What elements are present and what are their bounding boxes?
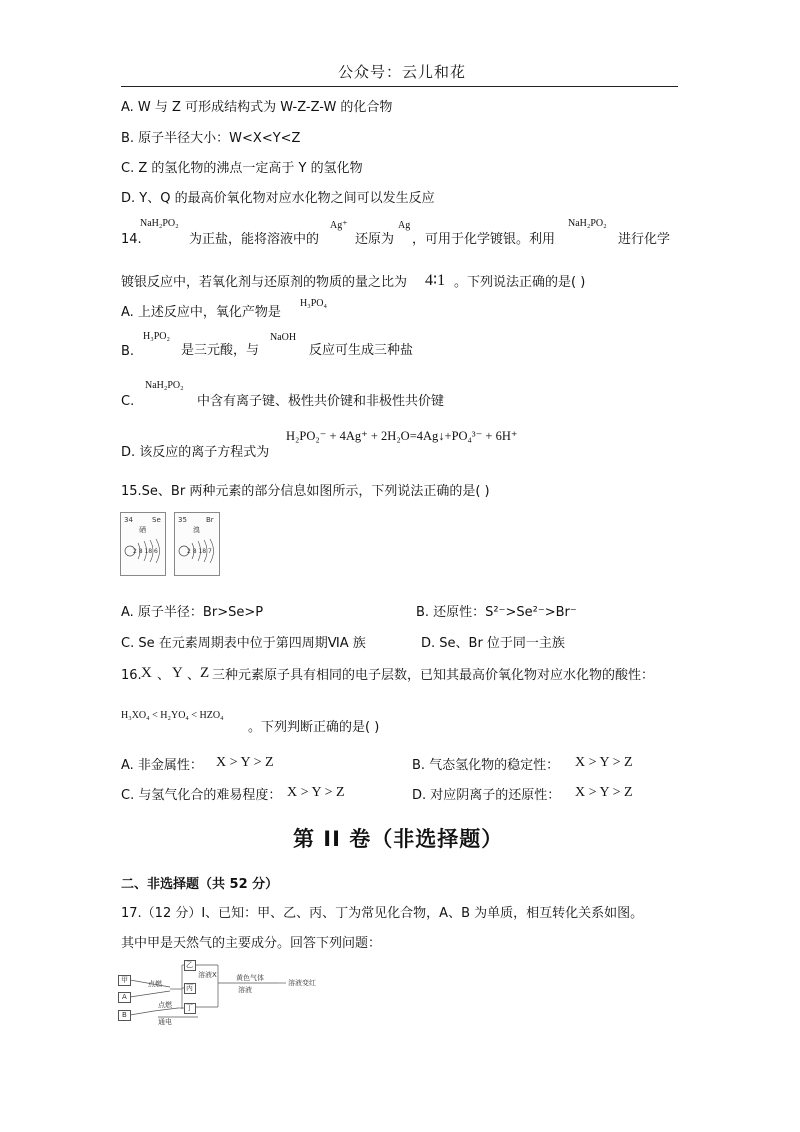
diagram-box-b	[118, 1010, 131, 1021]
diagram-cond-1: 点燃	[148, 980, 162, 988]
q14-option-c-formula: NaH₂PO₂	[145, 380, 184, 391]
q14-line2-a: 镀银反应中，若氧化剂与还原剂的物质的量之比为	[121, 275, 408, 290]
q16-option-b-relation: X > Y > Z	[575, 755, 633, 770]
section-subtitle: 二、非选择题（共 52 分）	[121, 877, 279, 892]
q14-option-a-formula: H₃PO₄	[300, 298, 327, 309]
diagram-box-bing	[184, 983, 196, 994]
q15-option-c: C. Se 在元素周期表中位于第四周期ⅥA 族	[121, 636, 366, 651]
br-atomic-number: 35	[178, 516, 187, 524]
q17-line2: 其中甲是天然气的主要成分。回答下列问题：	[121, 936, 382, 951]
br-element-card	[174, 512, 220, 576]
br-symbol: Br	[206, 516, 214, 524]
q14-ratio: 4∶1	[425, 272, 446, 289]
q14-number: 14.	[121, 232, 142, 247]
diagram-b-label: B	[122, 1011, 127, 1019]
se-name: 硒	[139, 526, 146, 534]
se-symbol: Se	[152, 516, 161, 524]
q16-option-c-relation: X > Y > Z	[287, 785, 345, 800]
se-electron-shells: 2 8 18 6	[133, 548, 158, 555]
q14-option-b-formula: H₃PO₂	[143, 331, 170, 342]
br-name: 溴	[193, 526, 200, 534]
diagram-jia-label: 甲	[121, 976, 128, 984]
q13-option-c: C. Z 的氢化物的沸点一定高于 Y 的氢化物	[121, 161, 363, 176]
diagram-box-jia	[118, 975, 131, 986]
q16-option-a: A. 非金属性：	[121, 758, 203, 773]
q17-conversion-diagram	[118, 955, 328, 1027]
q13-option-d: D. Y、Q 的最高价氧化物对应水化物之间可以发生反应	[121, 191, 435, 206]
diagram-bing-label: 丙	[186, 984, 193, 992]
diagram-box-yi	[184, 960, 196, 971]
diagram-result: 溶液变红	[288, 979, 316, 987]
q14-option-b-post: 反应可生成三种盐	[309, 343, 414, 358]
q16-option-d: D. 对应阴离子的还原性：	[412, 788, 561, 803]
q16-element-z: Z	[200, 665, 210, 681]
q14-option-b-naoh: NaOH	[270, 332, 297, 343]
q17-diagram-lines	[118, 955, 328, 1027]
q16-option-b: B. 气态氢化物的稳定性：	[412, 758, 560, 773]
diagram-a-label: A	[122, 993, 127, 1001]
br-electron-shells: 2 8 18 7	[187, 548, 212, 555]
q15-stem: 15.Se、Br 两种元素的部分信息如图所示，下列说法正确的是( )	[121, 484, 490, 499]
q14-text-3: ，可用于化学镀银。利用	[412, 232, 556, 247]
diagram-box-a	[118, 992, 131, 1003]
q16-number: 16.	[121, 668, 142, 683]
q14-option-a: A. 上述反应中，氧化产物是	[121, 305, 281, 320]
q14-text-4: 进行化学	[618, 232, 671, 247]
q16-separator-1: 、	[157, 668, 171, 683]
q17-line1: 17.（12 分）I、已知：甲、乙、丙、丁为常见化合物，A、B 为单质，相互转化关系如图。	[121, 906, 644, 921]
q16-option-a-relation: X > Y > Z	[216, 755, 274, 770]
diagram-yellow-gas: 黄色气体	[236, 974, 264, 982]
section-title: 第 II 卷（非选择题）	[293, 827, 504, 851]
q15-option-a: A. 原子半径：Br>Se>P	[121, 605, 264, 620]
q14-option-b-label: B.	[121, 344, 135, 359]
diagram-cond-3: 通电	[158, 1018, 172, 1026]
q14-formula-nah2po2: NaH₂PO₂	[140, 218, 179, 229]
q14-option-d: D. 该反应的离子方程式为	[121, 445, 270, 460]
se-element-card	[120, 512, 166, 576]
q14-ag: Ag	[398, 220, 411, 231]
q16-element-x: X	[141, 665, 152, 681]
header-rule	[121, 86, 678, 87]
q16-stem-text: 三种元素原子具有相同的电子层数，已知其最高价氧化物对应水化物的酸性：	[212, 668, 655, 683]
diagram-solution-x: 溶液X	[198, 971, 217, 979]
q14-ion-ag: Ag⁺	[330, 220, 348, 231]
diagram-yi-label: 乙	[186, 961, 193, 969]
q13-option-b: B. 原子半径大小：W<X<Y<Z	[121, 131, 301, 146]
q15-option-b: B. 还原性：S²⁻>Se²⁻>Br⁻	[416, 605, 577, 620]
q16-element-y: Y	[172, 665, 183, 681]
q16-line2: 。下列判断正确的是( )	[248, 720, 380, 735]
q14-option-c-label: C.	[121, 394, 135, 409]
q14-line2-b: 。下列说法正确的是( )	[454, 275, 586, 290]
q16-separator-2: 、	[187, 668, 201, 683]
diagram-ding-label: 丁	[186, 1004, 193, 1012]
diagram-box-ding	[184, 1003, 196, 1014]
q14-text-2: 还原为	[355, 232, 395, 247]
q16-option-d-relation: X > Y > Z	[575, 785, 633, 800]
q13-option-a: A. W 与 Z 可形成结构式为 W-Z-Z-W 的化合物	[121, 100, 393, 115]
se-atomic-number: 34	[124, 516, 133, 524]
q15-option-d: D. Se、Br 位于同一主族	[421, 636, 565, 651]
q14-option-c-post: 中含有离子键、极性共价键和非极性共价键	[197, 394, 445, 409]
q14-option-b-mid: 是三元酸，与	[181, 343, 260, 358]
q14-ionic-equation: H₂PO₂⁻ + 4Ag⁺ + 2H₂O=4Ag↓+PO₄³⁻ + 6H⁺	[286, 429, 518, 443]
q14-formula-nah2po2-2: NaH₂PO₂	[568, 218, 607, 229]
diagram-cond-2: 点燃	[158, 1001, 172, 1009]
q16-acid-order: H₃XO₄ < H₂YO₄ < HZO₄	[121, 710, 224, 721]
q14-text-1: 为正盐，能将溶液中的	[189, 232, 320, 247]
q16-option-c: C. 与氢气化合的难易程度：	[121, 788, 282, 803]
page-header: 公众号：云儿和花	[338, 63, 467, 81]
diagram-solution: 溶液	[238, 986, 252, 994]
